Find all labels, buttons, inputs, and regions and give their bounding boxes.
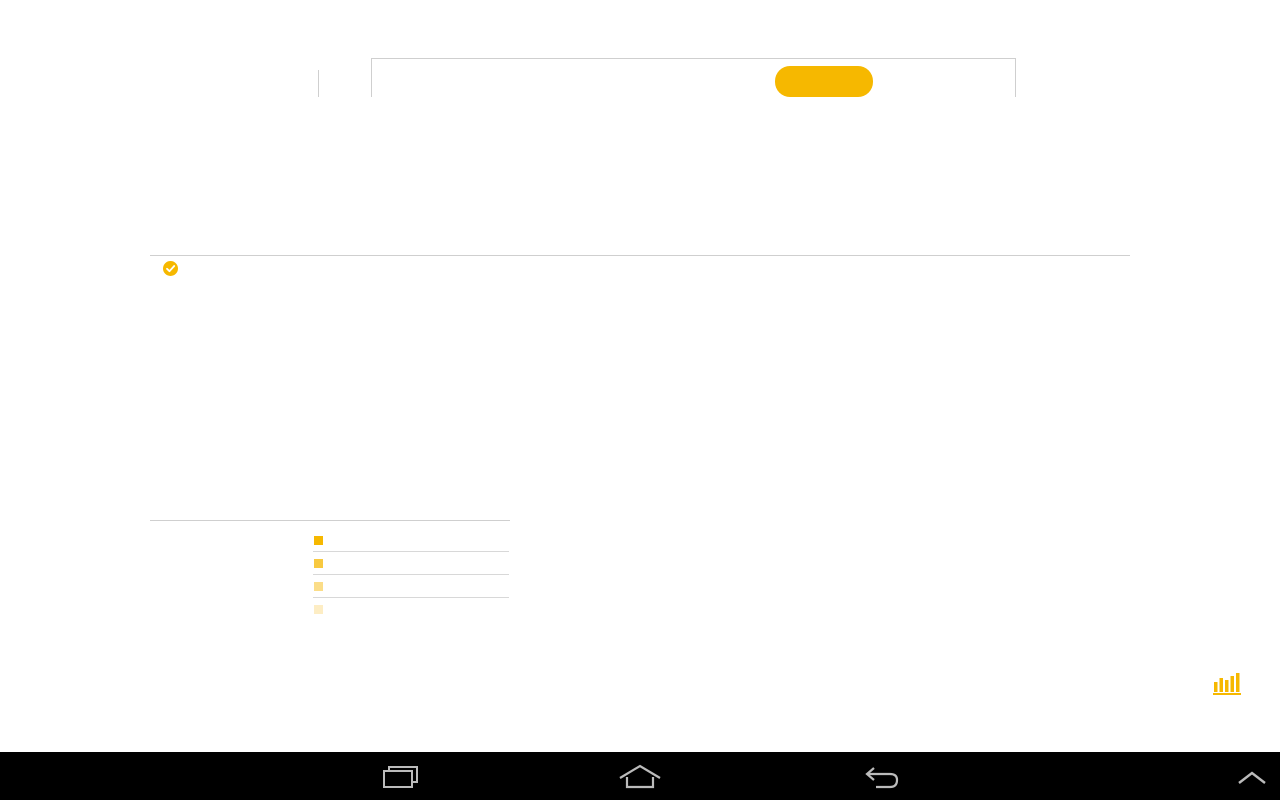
workspace-swatch xyxy=(314,559,323,568)
donut-legend-row xyxy=(313,575,509,598)
other-swatch xyxy=(314,582,323,591)
commute-swatch xyxy=(314,605,323,614)
progress-chart xyxy=(500,258,810,463)
nav-tab-intro[interactable] xyxy=(270,66,312,97)
donut-legend-row xyxy=(313,529,509,552)
page-title xyxy=(150,136,152,172)
section-divider xyxy=(150,255,1130,256)
composition-divider xyxy=(150,520,510,521)
nav-tab-engagement[interactable] xyxy=(390,66,482,97)
checkmark-icon xyxy=(163,261,178,276)
home-icon[interactable] xyxy=(617,764,663,790)
back-icon[interactable] xyxy=(862,764,902,790)
nav-divider xyxy=(318,70,319,97)
bar-chart-icon[interactable] xyxy=(1212,672,1242,696)
donut-legend-row xyxy=(313,598,509,621)
donut-legend-row xyxy=(313,552,509,575)
nav-tab-kpi-update[interactable] xyxy=(918,66,990,97)
up-chevron-icon[interactable] xyxy=(1236,768,1268,786)
air-travel-swatch xyxy=(314,536,323,545)
nav-tab-carbon-reduction[interactable] xyxy=(775,66,873,97)
progress-status xyxy=(151,260,185,276)
nav-tab-fy14[interactable] xyxy=(325,66,365,97)
fy14-donut-chart xyxy=(150,533,250,633)
nav-tab-giving[interactable] xyxy=(665,66,725,97)
nav-tab-earn-your-future[interactable] xyxy=(512,66,618,97)
recent-apps-icon[interactable] xyxy=(380,764,420,790)
system-navigation-bar xyxy=(0,752,1280,800)
footnote xyxy=(669,491,1131,503)
composition-chart xyxy=(866,258,1136,463)
